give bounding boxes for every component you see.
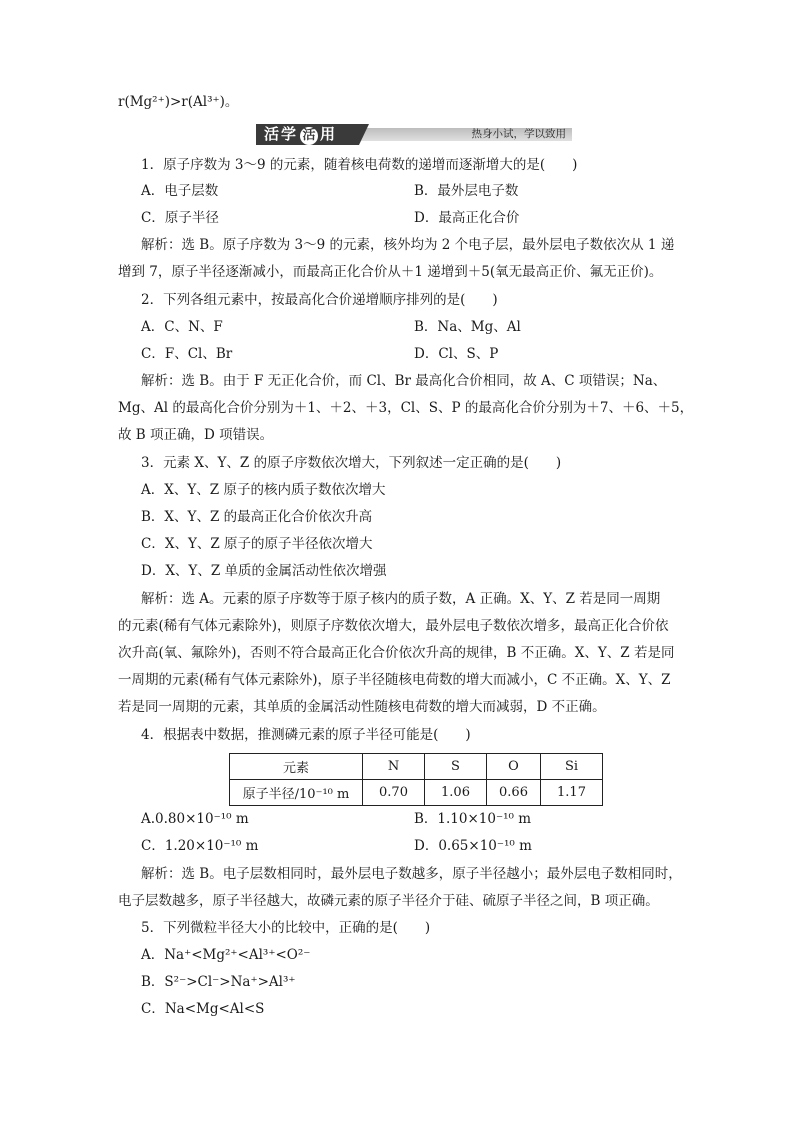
q5-option-b: B．S²⁻>Cl⁻>Na⁺>Al³⁺ (141, 974, 296, 990)
table-cell: 0.66 (487, 780, 541, 806)
q1-option-d: D．最高正化合价 (414, 210, 520, 226)
q5-option-c: C．Na<Mg<Al<S (141, 1001, 265, 1017)
q1-explanation-1: 解析：选 B。原子序数为 3～9 的元素，核外均为 2 个电子层，最外层电子数依次从 1 递 (141, 237, 675, 253)
q3-explanation-2: 的元素(稀有气体元素除外)，则原子序数依次增大，最外层电子数依次增多，最高正化合价依 (118, 618, 669, 634)
q1-stem: 1．原子序数为 3～9 的元素，随着核电荷数的递增而逐渐增大的是( ) (141, 157, 578, 173)
table-header-cell: S (425, 754, 487, 780)
table-header-cell: 元素 (230, 754, 363, 780)
q3-explanation-1: 解析：选 A。元素的原子序数等于原子核内的质子数，A 正确。X、Y、Z 若是同一周期 (141, 591, 661, 607)
table-cell: 0.70 (363, 780, 425, 806)
table-header-cell: N (363, 754, 425, 780)
banner-title (264, 125, 337, 145)
table-cell: 1.06 (425, 780, 487, 806)
table-cell: 1.17 (541, 780, 603, 806)
q2-option-d: D．Cl、S、P (414, 346, 499, 362)
q2-option-c: C．F、Cl、Br (141, 346, 233, 362)
q4-stem: 4．根据表中数据，推测磷元素的原子半径可能是( ) (141, 727, 471, 743)
q3-stem: 3．元素 X、Y、Z 的原子序数依次增大，下列叙述一定正确的是( ) (141, 455, 562, 471)
q5-stem: 5．下列微粒半径大小的比较中，正确的是( ) (141, 920, 431, 936)
q4-explanation-2: 电子层数越多，原子半径越大，故磷元素的原子半径介于硅、硫原子半径之间，B 项正确。 (118, 893, 659, 909)
q2-option-b: B．Na、Mg、Al (414, 319, 521, 335)
banner-title-c: 用 (320, 125, 338, 143)
q4-option-a: A.0.80×10⁻¹⁰ m (141, 811, 249, 827)
q3-option-c: C．X、Y、Z 原子的原子半径依次增大 (141, 536, 373, 552)
q1-option-b: B．最外层电子数 (414, 183, 519, 199)
q3-option-b: B．X、Y、Z 的最高正化合价依次升高 (141, 509, 373, 525)
q4-option-d: D．0.65×10⁻¹⁰ m (414, 838, 532, 854)
table-header-row (230, 754, 603, 780)
banner-subtitle: 热身小试，学以致用 (471, 128, 566, 140)
banner-title-a: 活学 (264, 125, 299, 143)
q5-option-a: A．Na⁺<Mg²⁺<Al³⁺<O²⁻ (141, 947, 311, 963)
q4-option-b: B．1.10×10⁻¹⁰ m (414, 811, 532, 827)
q1-option-a: A．电子层数 (141, 183, 219, 199)
q4-explanation-1: 解析：选 B。电子层数相同时，最外层电子数越多，原子半径越小；最外层电子数相同时， (141, 866, 682, 882)
table-header-cell: Si (541, 754, 603, 780)
q2-explanation-1: 解析：选 B。由于 F 无正化合价，而 Cl、Br 最高化合价相同，故 A、C 项错误；Na、 (141, 373, 667, 389)
table-row (230, 780, 603, 806)
banner-title-circle-char: 活 (300, 127, 318, 145)
q1-option-c: C．原子半径 (141, 210, 219, 226)
radius-table (229, 753, 603, 806)
q3-option-d: D．X、Y、Z 单质的金属活动性依次增强 (141, 563, 387, 579)
section-banner (256, 124, 572, 145)
table-header-cell: O (487, 754, 541, 780)
q2-stem: 2．下列各组元素中，按最高化合价递增顺序排列的是( ) (141, 292, 498, 308)
header-line: r(Mg²⁺)>r(Al³⁺)。 (118, 94, 239, 110)
q3-explanation-4: 一周期的元素(稀有气体元素除外)，原子半径随核电荷数的增大而减小，C 不正确。X、Y、Z (118, 672, 671, 688)
q3-explanation-5: 若是同一周期的元素，其单质的金属活动性随核电荷数的增大而减弱，D 不正确。 (118, 699, 606, 715)
q4-option-c: C．1.20×10⁻¹⁰ m (141, 838, 259, 854)
q2-option-a: A．C、N、F (141, 319, 223, 335)
q2-explanation-3: 故 B 项正确，D 项错误。 (118, 427, 274, 443)
q3-option-a: A．X、Y、Z 原子的核内质子数依次增大 (141, 482, 386, 498)
q3-explanation-3: 次升高(氧、氟除外)，否则不符合最高正化合价依次升高的规律，B 不正确。X、Y、Z 若是同 (118, 645, 675, 661)
q2-explanation-2: Mg、Al 的最高化合价分别为＋1、＋2、＋3，Cl、S、P 的最高化合价分别为＋7、＋6、＋5， (118, 400, 694, 416)
q1-explanation-2: 增到 7，原子半径逐渐减小，而最高正化合价从＋1 递增到＋5(氧无最高正价、氟无正价)。 (118, 264, 663, 280)
table-row-label: 原子半径/10⁻¹⁰ m (230, 780, 363, 806)
